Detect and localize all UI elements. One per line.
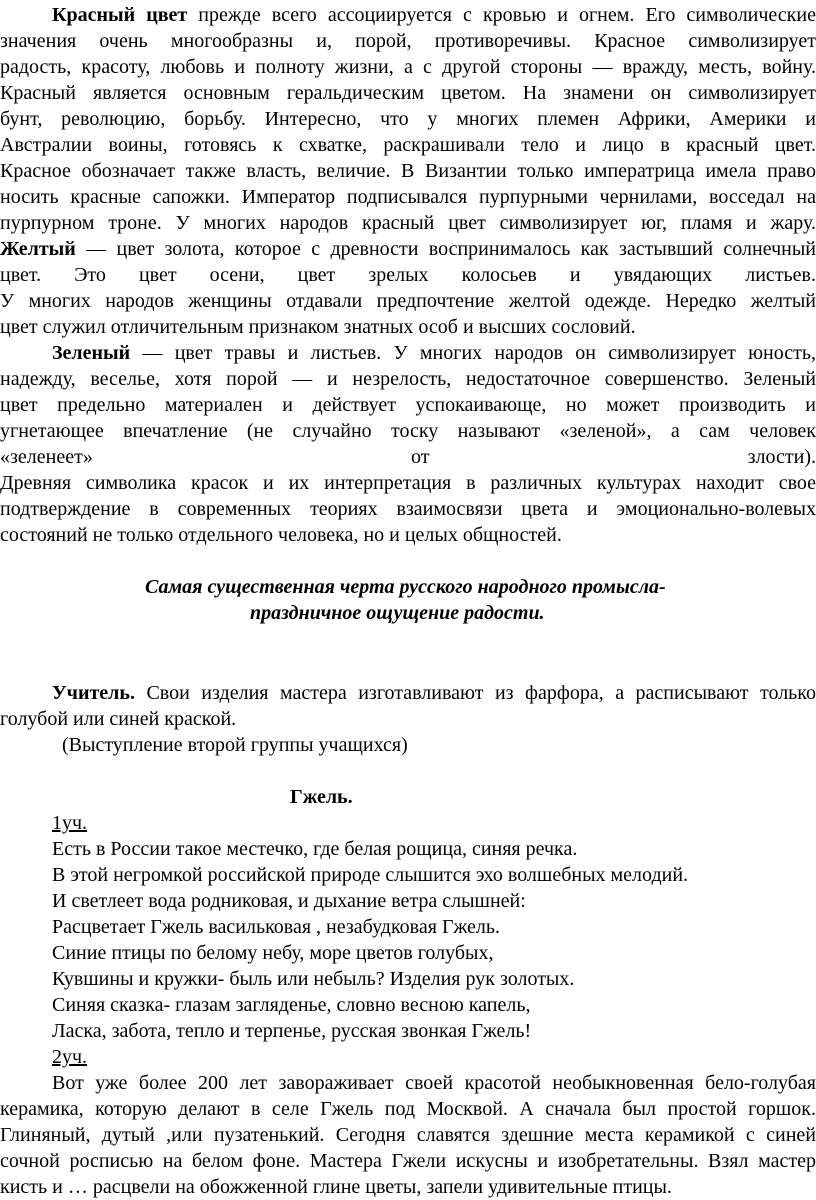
- prose-line-1: Вот уже более 200 лет завораживает своей красотой необыкновенная бело-голубая: [52, 1072, 816, 1094]
- poem-line-4: Расцветает Гжель васильковая , незабудковая Гжель.: [52, 916, 501, 938]
- paragraph-yellow-line-4: цвет служил отличительным признаком знатных особ и высших сословий.: [0, 316, 636, 338]
- poem-line-7: Синяя сказка- глазам загляденье, словно весною капель,: [52, 994, 531, 1016]
- paragraph-green-line-3: цвет предельно материален и действует успокаивающе, но может производить и: [0, 394, 816, 416]
- prose-line-4: сочной росписью на белом фоне. Мастера Гжели искусны и изобретательны. Взял мастер: [0, 1150, 816, 1172]
- poem-line-5: Синие птицы по белому небу, море цветов голубых,: [52, 942, 494, 964]
- paragraph-red-line-1: Красный цвет прежде всего ассоциируется с кровью и огнем. Его символические: [52, 4, 816, 26]
- paragraph-red-line-7: Красное обозначает также власть, величие. В Византии только императрица имела право: [0, 160, 816, 182]
- term-green: Зеленый: [52, 342, 131, 364]
- prose-line-3: Глиняный, дутый ,или пузатенький. Сегодня славятся здешние места керамикой с синей: [0, 1124, 816, 1146]
- paragraph-yellow-line-2: цвет. Это цвет осени, цвет зрелых колосьев и увядающих листьев.: [0, 264, 816, 286]
- term-red: Красный цвет: [52, 4, 188, 26]
- paragraph-red-line-8: носить красные сапожки. Император подписывался пурпурными чернилами, восседал на: [0, 186, 816, 208]
- paragraph-green-line-8: состояний не только отдельного человека, но и целых общностей.: [0, 524, 562, 546]
- paragraph-green-line-4: угнетающее впечатление (не случайно тоску называют «зеленой», а сам человек: [0, 420, 816, 442]
- paragraph-red-line-2: значения очень многообразны и, порой, противоречивы. Красное символизирует: [0, 30, 816, 52]
- paragraph-red-line-6: Австралии воины, готовясь к схватке, раскрашивали тело и лицо в красный цвет.: [0, 134, 816, 156]
- poem-line-1: Есть в России такое местечко, где белая рощица, синяя речка.: [52, 838, 578, 860]
- speaker-1-label: 1уч.: [52, 812, 88, 834]
- prose-line-2: керамика, которую делают в селе Гжель под Москвой. А сначала был простой горшок.: [0, 1098, 816, 1120]
- paragraph-red-line-4: Красный является основным геральдическим цветом. На знамени он символизирует: [0, 82, 816, 104]
- prose-line-5: кисть и … расцвели на обожженной глине цветы, запели удивительные птицы.: [0, 1176, 672, 1198]
- paragraph-yellow-line-1: Желтый — цвет золота, которое с древности воспринималось как застывший солнечный: [0, 238, 816, 260]
- section-title-gzhel: Гжель.: [290, 786, 353, 808]
- paragraph-green-line-6: Древняя символика красок и их интерпретация в различных культурах находит свое: [0, 472, 816, 494]
- paragraph-green-line-1: Зеленый — цвет травы и листьев. У многих народов он символизирует юность,: [52, 342, 816, 364]
- teacher-line-1: Учитель. Свои изделия мастера изготавливают из фарфора, а расписывают только: [52, 682, 816, 704]
- teacher-line-2: голубой или синей краской.: [0, 708, 237, 730]
- poem-line-2: В этой негромкой российской природе слышится эхо волшебных мелодий.: [52, 864, 689, 886]
- paragraph-yellow-line-3: У многих народов женщины отдавали предпочтение желтой одежде. Нередко желтый: [0, 290, 816, 312]
- poem-line-3: И светлеет вода родниковая, и дыхание ветра слышней:: [52, 890, 526, 912]
- paragraph-green-line-7: подтверждение в современных теориях взаимосвязи цвета и эмоционально-волевых: [0, 498, 816, 520]
- paragraph-green-line-5: «зеленеет» от злости).: [0, 446, 816, 468]
- paragraph-red-line-9: пурпурном троне. У многих народов красный цвет символизирует юг, пламя и жару.: [0, 212, 816, 234]
- stage-note: (Выступление второй группы учащихся): [62, 734, 408, 756]
- poem-line-8: Ласка, забота, тепло и терпенье, русская звонкая Гжель!: [52, 1020, 532, 1042]
- poem-line-6: Кувшины и кружки- быль или небыль? Изделия рук золотых.: [52, 968, 575, 990]
- speaker-teacher: Учитель.: [52, 682, 135, 704]
- motto-line-1: Самая существенная черта русского народного промысла-: [145, 576, 666, 598]
- motto-line-2: праздничное ощущение радости.: [250, 602, 545, 624]
- paragraph-red-line-5: бунт, революцию, борьбу. Интересно, что у многих племен Африки, Америки и: [0, 108, 816, 130]
- speaker-2-label: 2уч.: [52, 1046, 88, 1068]
- term-yellow: Желтый: [0, 238, 76, 260]
- paragraph-green-line-2: надежду, веселье, хотя порой — и незрелость, недостаточное совершенство. Зеленый: [0, 368, 816, 390]
- paragraph-red-line-3: радость, красоту, любовь и полноту жизни, а с другой стороны — вражду, месть, войну.: [0, 56, 816, 78]
